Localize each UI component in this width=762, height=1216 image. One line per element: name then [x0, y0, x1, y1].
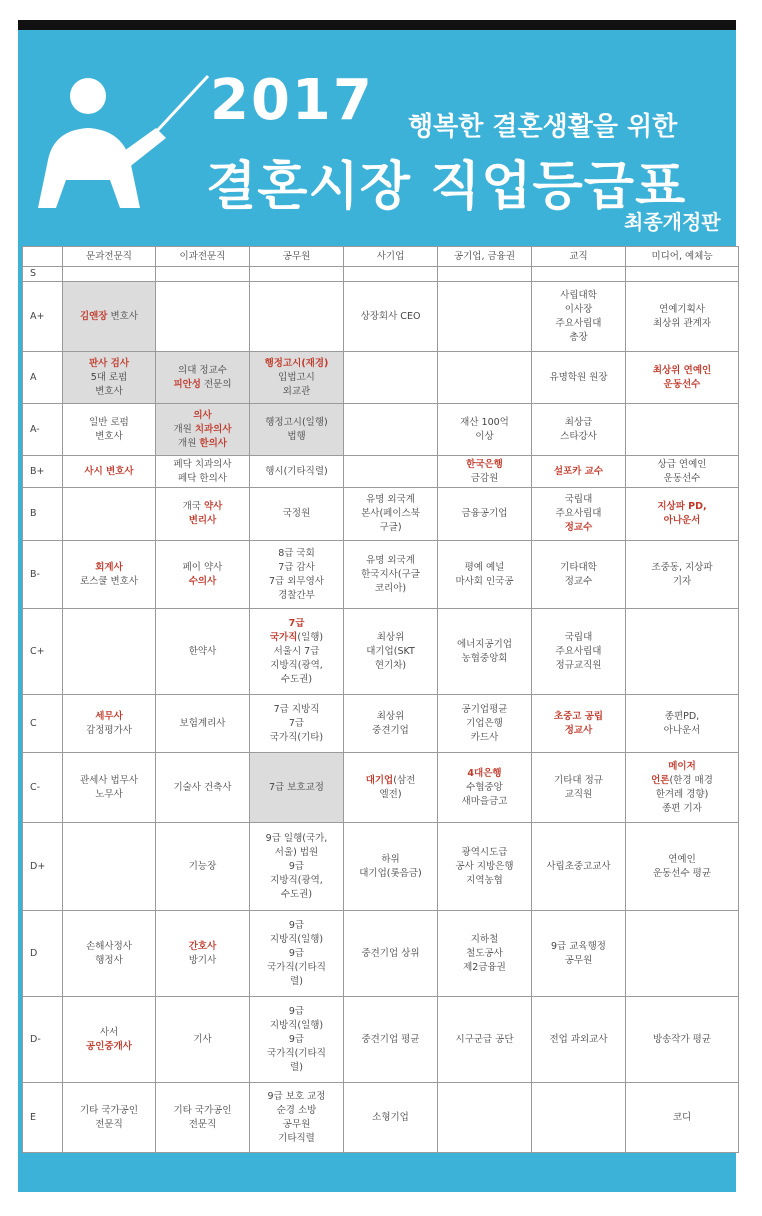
table-cell: 하위 대기업(롯음금) [344, 823, 438, 911]
table-cell: 회계사 로스쿨 변호사 [63, 541, 156, 609]
table-cell: 7급 국가직(일행) 서울시 7급 지방직(광역, 수도권) [250, 609, 344, 695]
table-cell: 재산 100억 이상 [438, 404, 532, 456]
table-cell: 행정고시(일행) 법행 [250, 404, 344, 456]
grade-label: C- [23, 753, 63, 823]
teacher-pointer-icon [26, 68, 216, 218]
table-cell: 간호사 방기사 [156, 911, 250, 997]
table-cell: 유명 외국계 한국지사(구글 코리아) [344, 541, 438, 609]
grade-label: D+ [23, 823, 63, 911]
table-row [23, 267, 739, 282]
table-cell: 의대 정교수 피안성 전문의 [156, 352, 250, 404]
table-row [23, 282, 739, 352]
table-cell: 9급 일행(국가, 서울) 법원 9급 지방직(광역, 수도권) [250, 823, 344, 911]
column-header: 공무원 [250, 247, 344, 267]
table-cell: 전업 과외교사 [532, 997, 626, 1083]
table-cell: 국립대 주요사립대 정교수 [532, 488, 626, 541]
table-cell: 대기업(삼전 엘전) [344, 753, 438, 823]
table-cell: 시구군급 공단 [438, 997, 532, 1083]
column-header: 교직 [532, 247, 626, 267]
grade-label: D- [23, 997, 63, 1083]
table-cell: 방송작가 평균 [626, 997, 739, 1083]
top-border [18, 20, 736, 30]
table-cell: 김앤장 변호사 [63, 282, 156, 352]
table-cell: 최상위 중견기업 [344, 695, 438, 753]
table-cell: 최상위 대기업(SKT 현기차) [344, 609, 438, 695]
table-cell: 광역시도급 공사 지방은행 지역농협 [438, 823, 532, 911]
table-row [23, 695, 739, 753]
table-row [23, 488, 739, 541]
column-header: 문과전문직 [63, 247, 156, 267]
table-cell: 일반 로펌 변호사 [63, 404, 156, 456]
grade-label: B+ [23, 456, 63, 488]
table-cell: 9급 교육행정 공무원 [532, 911, 626, 997]
column-header: 이과전문직 [156, 247, 250, 267]
table-cell: 종편PD, 아나운서 [626, 695, 739, 753]
table-cell: 보험계리사 [156, 695, 250, 753]
column-header: 공기업, 금융권 [438, 247, 532, 267]
grade-label: E [23, 1083, 63, 1153]
table-cell: 9급 지방직(일행) 9급 국가직(기타직 렬) [250, 997, 344, 1083]
table-row [23, 352, 739, 404]
table-cell: 국립대 주요사립대 정규교직원 [532, 609, 626, 695]
table-cell: 사립대학 이사장 주요사립대 총장 [532, 282, 626, 352]
table-cell: 국정원 [250, 488, 344, 541]
table-cell: 사시 변호사 [63, 456, 156, 488]
grade-table [22, 246, 739, 1153]
table-cell: 사립초중고교사 [532, 823, 626, 911]
table-cell: 소형기업 [344, 1083, 438, 1153]
table-cell: 한약사 [156, 609, 250, 695]
column-header: 사기업 [344, 247, 438, 267]
table-row [23, 1083, 739, 1153]
table-row [23, 997, 739, 1083]
grade-label: C+ [23, 609, 63, 695]
table-cell: 메이저 언론(한경 매경 한겨레 경향) 종편 기자 [626, 753, 739, 823]
table-cell: 기능장 [156, 823, 250, 911]
grade-label: A- [23, 404, 63, 456]
table-cell: 행정고시(재경) 입법고시 외교관 [250, 352, 344, 404]
grade-label: B- [23, 541, 63, 609]
table-cell: 9급 보호 교정 순경 소방 공무원 기타직렬 [250, 1083, 344, 1153]
column-header: 미디어, 예체능 [626, 247, 739, 267]
subtitle: 행복한 결혼생활을 위한 [408, 112, 678, 142]
table-cell: 평예 예널 마사회 인국공 [438, 541, 532, 609]
table-cell: 기타 국가공인 전문직 [63, 1083, 156, 1153]
table-row [23, 456, 739, 488]
year: 2017 [210, 68, 374, 133]
table-cell: 7급 보호교정 [250, 753, 344, 823]
table-cell: 판사 검사 5대 로펌 변호사 [63, 352, 156, 404]
table-cell: 8급 국회 7급 감사 7급 외무영사 경찰간부 [250, 541, 344, 609]
table-cell: 연예인 운동선수 평균 [626, 823, 739, 911]
grade-label: S [23, 267, 63, 282]
table-cell: 에너지공기업 농협중앙회 [438, 609, 532, 695]
table-cell: 페닥 치과의사 페닥 한의사 [156, 456, 250, 488]
grade-label: D [23, 911, 63, 997]
banner [18, 30, 736, 236]
grade-label: C [23, 695, 63, 753]
table-cell: 페이 약사 수의사 [156, 541, 250, 609]
grade-label: B [23, 488, 63, 541]
table-cell: 한국은행 금감원 [438, 456, 532, 488]
table-cell: 세무사 감정평가사 [63, 695, 156, 753]
table-row [23, 404, 739, 456]
table-cell: 기타 국가공인 전문직 [156, 1083, 250, 1153]
table-cell: 최상위 연예인 운동선수 [626, 352, 739, 404]
table-row [23, 541, 739, 609]
table-cell: 9급 지방직(일행) 9급 국가직(기타직 렬) [250, 911, 344, 997]
table-cell: 기술사 건축사 [156, 753, 250, 823]
table-cell: 상장회사 CEO [344, 282, 438, 352]
table-cell: 관세사 법무사 노무사 [63, 753, 156, 823]
table-cell: 7급 지방직 7급 국가직(기타) [250, 695, 344, 753]
table-cell: 조중동, 지상파 기자 [626, 541, 739, 609]
page-title: 결혼시장 직업등급표 [206, 157, 687, 217]
table-cell: 행시(기타직렬) [250, 456, 344, 488]
table-cell: 설포카 교수 [532, 456, 626, 488]
table-cell: 중견기업 상위 [344, 911, 438, 997]
table-row [23, 911, 739, 997]
table-cell: 기사 [156, 997, 250, 1083]
table-cell: 사서 공인중개사 [63, 997, 156, 1083]
table-cell: 기타대학 정교수 [532, 541, 626, 609]
edition-label: 최종개정판 [624, 210, 721, 234]
table-cell: 유명학원 원장 [532, 352, 626, 404]
table-row [23, 609, 739, 695]
table-cell: 상급 연예인 운동선수 [626, 456, 739, 488]
table-cell: 연예기획사 최상위 관계자 [626, 282, 739, 352]
table-row [23, 753, 739, 823]
grade-label: A [23, 352, 63, 404]
table-cell: 공기업평균 기업은행 카드사 [438, 695, 532, 753]
table-row [23, 823, 739, 911]
table-cell: 초중고 공립 정교사 [532, 695, 626, 753]
table-cell: 개국 약사 변리사 [156, 488, 250, 541]
table-cell: 금융공기업 [438, 488, 532, 541]
table-cell: 의사 개원 치과의사 개원 한의사 [156, 404, 250, 456]
table-cell: 중견기업 평균 [344, 997, 438, 1083]
grade-label: A+ [23, 282, 63, 352]
table-cell: 손해사정사 행정사 [63, 911, 156, 997]
table-cell: 4대은행 수협중앙 새마을금고 [438, 753, 532, 823]
table-cell: 지상파 PD, 아나운서 [626, 488, 739, 541]
table-cell: 최상급 스타강사 [532, 404, 626, 456]
table-cell: 기타대 정규 교직원 [532, 753, 626, 823]
table-cell: 지하철 철도공사 제2금융권 [438, 911, 532, 997]
corner-cell [23, 247, 63, 267]
table-cell: 코디 [626, 1083, 739, 1153]
table-cell: 유명 외국계 본사(페이스북 구글) [344, 488, 438, 541]
header-row [23, 247, 739, 267]
